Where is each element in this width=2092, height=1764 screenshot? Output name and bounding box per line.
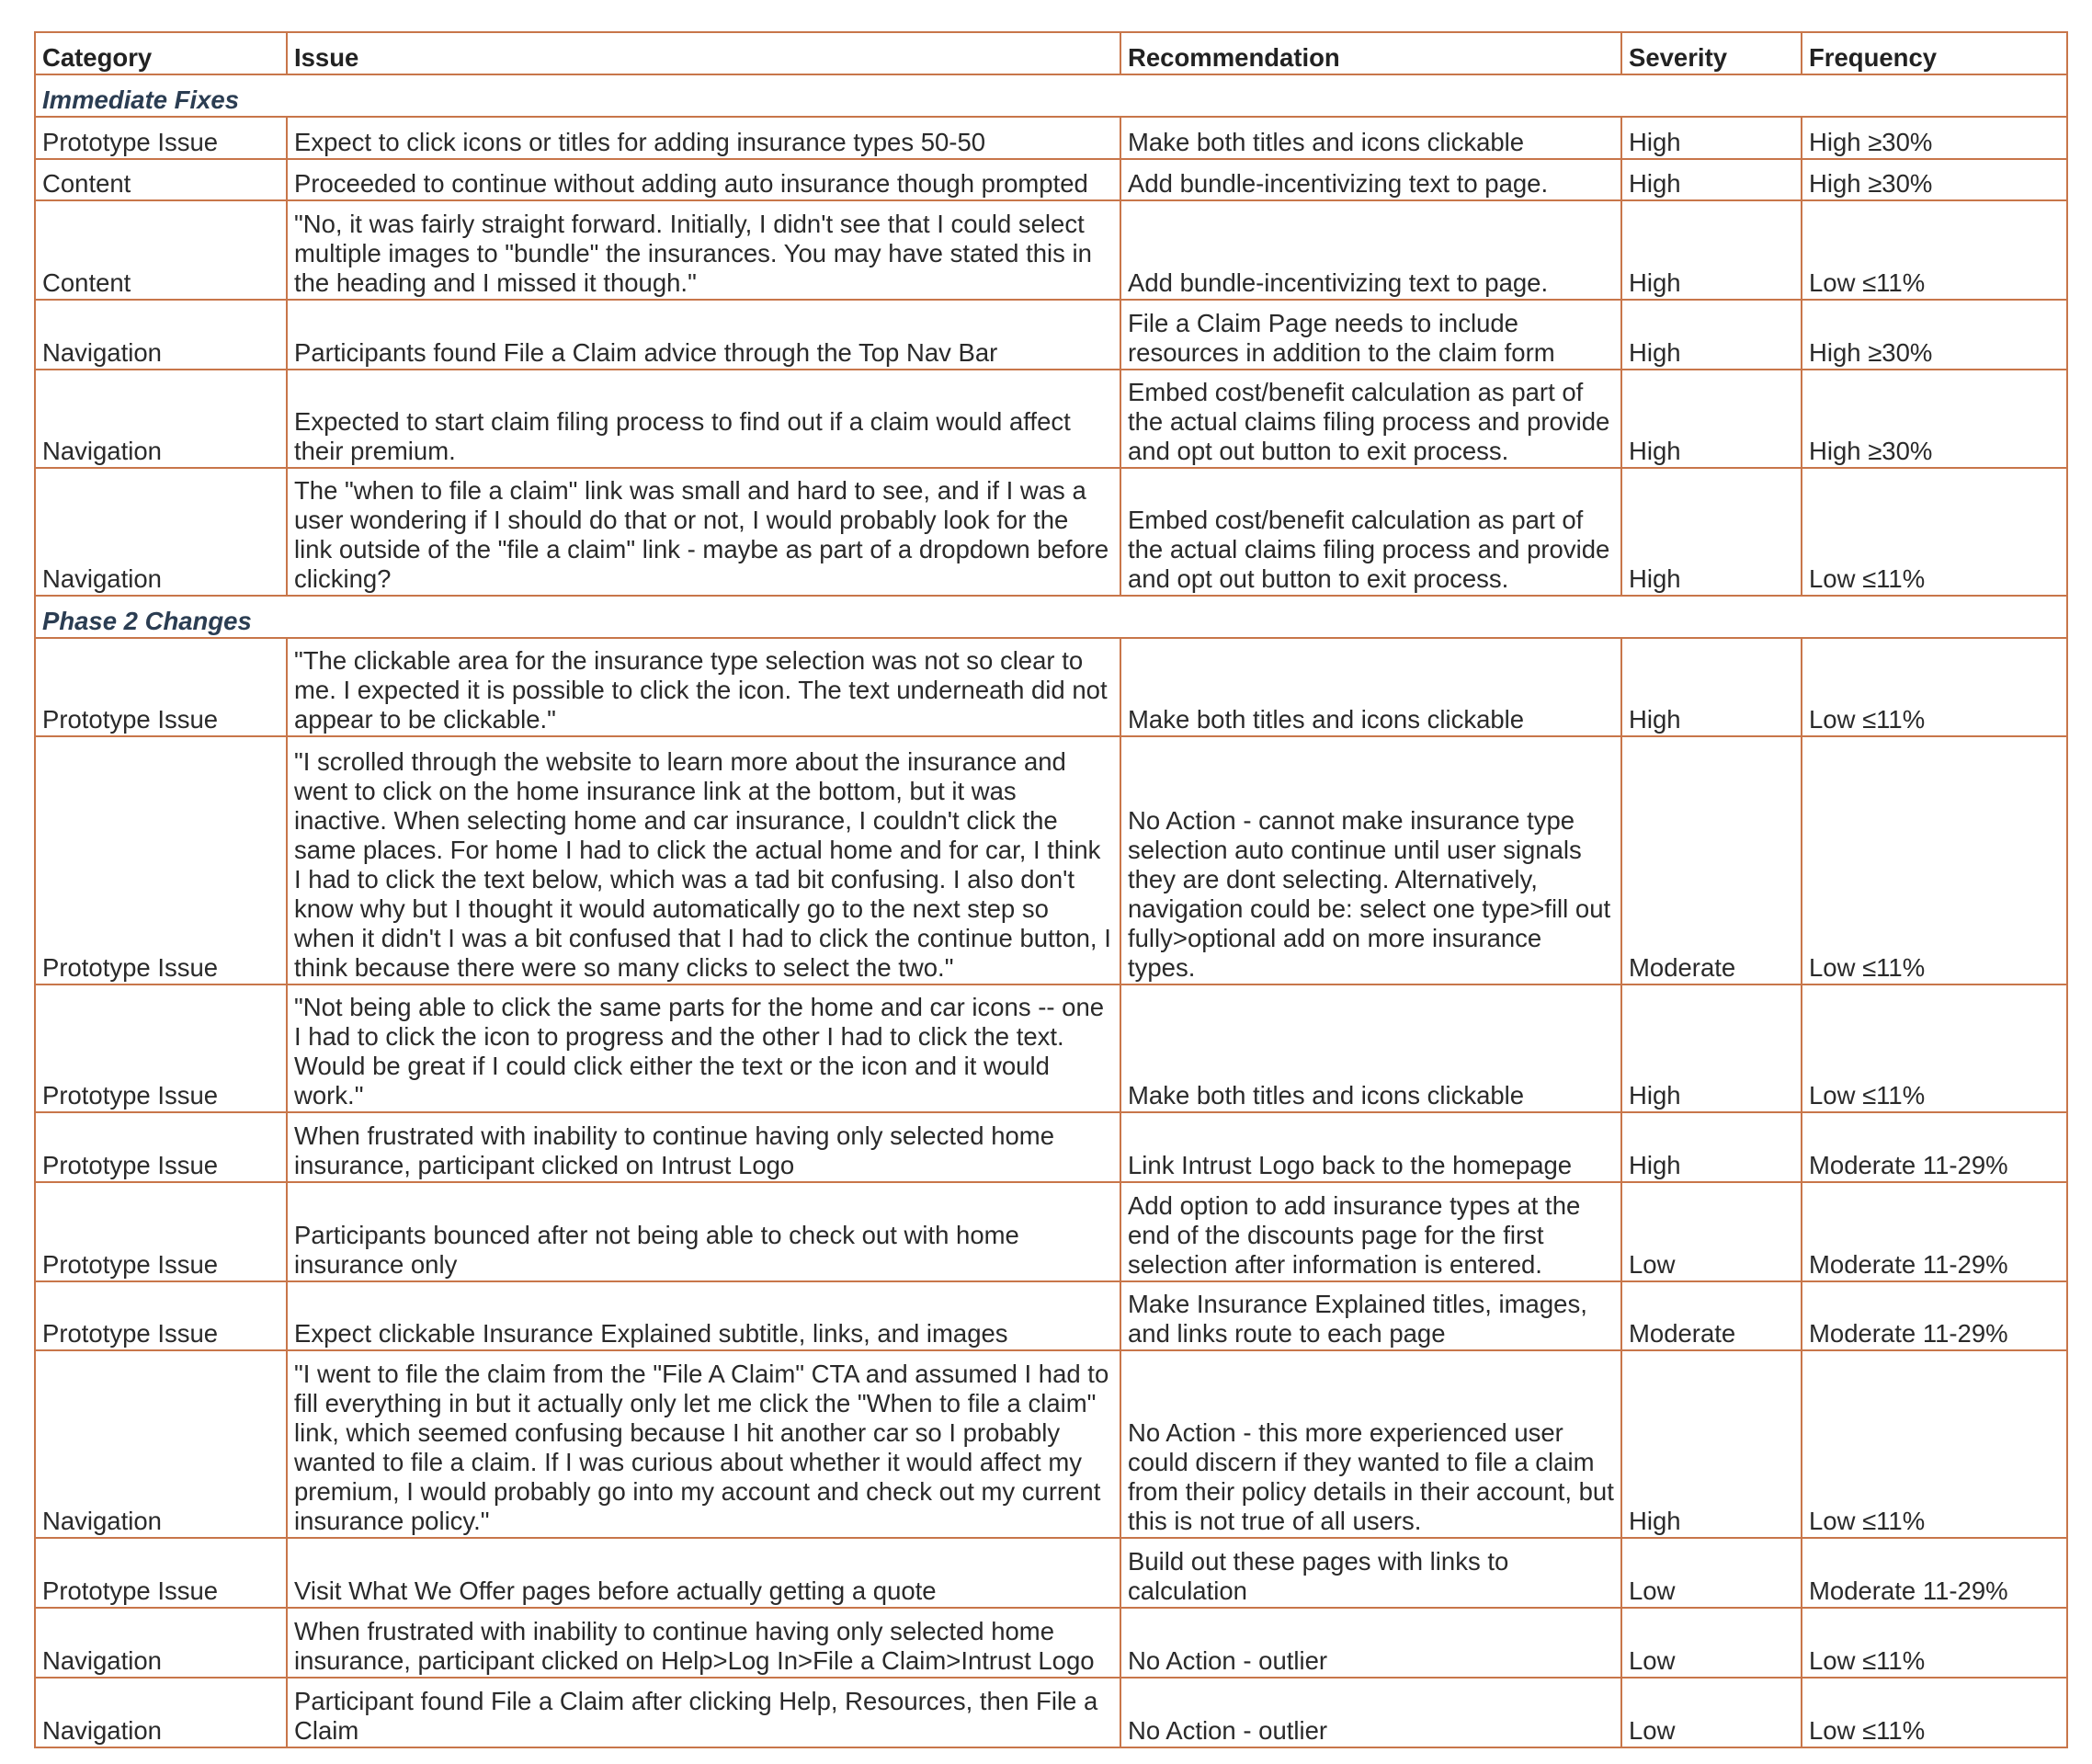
cell-frequency: Low ≤11% (1802, 1608, 2067, 1678)
cell-category: Navigation (35, 1350, 287, 1538)
cell-frequency: Moderate 11-29% (1802, 1281, 2067, 1350)
cell-frequency: Low ≤11% (1802, 468, 2067, 596)
cell-severity: Low (1621, 1608, 1802, 1678)
cell-severity: High (1621, 638, 1802, 736)
table-row (35, 1112, 2067, 1182)
table-row (35, 984, 2067, 1112)
cell-frequency: Low ≤11% (1802, 984, 2067, 1112)
cell-category: Navigation (35, 468, 287, 596)
table-row (35, 1350, 2067, 1538)
cell-issue: "I went to file the claim from the "File A Claim" CTA and assumed I had to fill everything in but it actually only let me click the "When to file a claim" link, which seemed confusing because I hit another car so I probably wanted to file a claim. If I was curious about whether it would affect my premium, I would probably go into my account and check out my current insurance policy." (287, 1350, 1120, 1538)
cell-recommendation: No Action - outlier (1120, 1678, 1621, 1747)
cell-recommendation: Build out these pages with links to calculation (1120, 1538, 1621, 1608)
cell-severity: High (1621, 1350, 1802, 1538)
section-title: Phase 2 Changes (35, 596, 2067, 638)
cell-recommendation: Embed cost/benefit calculation as part of the actual claims filing process and provide and opt out button to exit process. (1120, 468, 1621, 596)
cell-issue: "I scrolled through the website to learn more about the insurance and went to click on the home insurance link at the bottom, but it was inactive. When selecting home and car insurance, I couldn't click the same places. For home I had to click the actual home and for car, I think I had to click the text below, which was a tad bit confusing. I also don't know why but I thought it would automatically go to the next step so when it didn't I was a bit confused that I had to click the continue button, I think because there were so many clicks to select the two." (287, 736, 1120, 984)
cell-category: Prototype Issue (35, 638, 287, 736)
cell-severity: High (1621, 300, 1802, 370)
cell-category: Content (35, 200, 287, 300)
cell-frequency: Moderate 11-29% (1802, 1538, 2067, 1608)
cell-frequency: Low ≤11% (1802, 736, 2067, 984)
cell-category: Navigation (35, 1608, 287, 1678)
cell-issue: Participants bounced after not being able to check out with home insurance only (287, 1182, 1120, 1281)
cell-recommendation: No Action - cannot make insurance type selection auto continue until user signals they are dont selecting. Alternatively, navigation could be: select one type>fill out fully>optional add on more insurance types. (1120, 736, 1621, 984)
cell-frequency: Moderate 11-29% (1802, 1182, 2067, 1281)
table-row (35, 1182, 2067, 1281)
cell-issue: Expect clickable Insurance Explained subtitle, links, and images (287, 1281, 1120, 1350)
table-row (35, 1678, 2067, 1747)
header-severity: Severity (1621, 32, 1802, 74)
cell-frequency: High ≥30% (1802, 370, 2067, 468)
cell-severity: High (1621, 159, 1802, 200)
cell-frequency: High ≥30% (1802, 117, 2067, 159)
cell-frequency: High ≥30% (1802, 300, 2067, 370)
cell-issue: Visit What We Offer pages before actually getting a quote (287, 1538, 1120, 1608)
cell-recommendation: No Action - this more experienced user could discern if they wanted to file a claim from their policy details in their account, but this is not true of all users. (1120, 1350, 1621, 1538)
table-row (35, 370, 2067, 468)
cell-category: Prototype Issue (35, 1538, 287, 1608)
cell-severity: High (1621, 117, 1802, 159)
cell-severity: High (1621, 1112, 1802, 1182)
cell-frequency: Low ≤11% (1802, 200, 2067, 300)
cell-category: Navigation (35, 370, 287, 468)
cell-issue: "The clickable area for the insurance type selection was not so clear to me. I expected it is possible to click the icon. The text underneath did not appear to be clickable." (287, 638, 1120, 736)
header-issue: Issue (287, 32, 1120, 74)
header-recommendation: Recommendation (1120, 32, 1621, 74)
findings-table (34, 31, 2068, 1748)
section-title: Immediate Fixes (35, 74, 2067, 117)
cell-severity: Moderate (1621, 736, 1802, 984)
cell-recommendation: Add option to add insurance types at the end of the discounts page for the first selection after information is entered. (1120, 1182, 1621, 1281)
table-row (35, 736, 2067, 984)
cell-recommendation: Embed cost/benefit calculation as part of the actual claims filing process and provide and opt out button to exit process. (1120, 370, 1621, 468)
table-row (35, 1281, 2067, 1350)
cell-severity: High (1621, 370, 1802, 468)
table-row (35, 1608, 2067, 1678)
cell-severity: Moderate (1621, 1281, 1802, 1350)
cell-issue: When frustrated with inability to continue having only selected home insurance, participant clicked on Intrust Logo (287, 1112, 1120, 1182)
cell-severity: High (1621, 984, 1802, 1112)
table-body (35, 74, 2067, 1747)
header-frequency: Frequency (1802, 32, 2067, 74)
table-row (35, 300, 2067, 370)
cell-category: Prototype Issue (35, 1112, 287, 1182)
cell-recommendation: Make Insurance Explained titles, images, and links route to each page (1120, 1281, 1621, 1350)
cell-category: Content (35, 159, 287, 200)
table-row (35, 159, 2067, 200)
cell-issue: "Not being able to click the same parts for the home and car icons -- one I had to click the icon to progress and the other I had to click the text. Would be great if I could click either the text or the icon and it would work." (287, 984, 1120, 1112)
section-header-phase-2-changes (35, 596, 2067, 638)
cell-severity: High (1621, 468, 1802, 596)
cell-issue: When frustrated with inability to continue having only selected home insurance, participant clicked on Help>Log In>File a Claim>Intrust Logo (287, 1608, 1120, 1678)
cell-issue: Expected to start claim filing process to find out if a claim would affect their premium. (287, 370, 1120, 468)
cell-frequency: Low ≤11% (1802, 638, 2067, 736)
table-row (35, 200, 2067, 300)
table-row (35, 117, 2067, 159)
cell-category: Prototype Issue (35, 117, 287, 159)
cell-category: Navigation (35, 1678, 287, 1747)
cell-recommendation: Make both titles and icons clickable (1120, 638, 1621, 736)
cell-recommendation: Link Intrust Logo back to the homepage (1120, 1112, 1621, 1182)
header-row (35, 32, 2067, 74)
header-category: Category (35, 32, 287, 74)
cell-recommendation: Make both titles and icons clickable (1120, 117, 1621, 159)
cell-recommendation: File a Claim Page needs to include resources in addition to the claim form (1120, 300, 1621, 370)
cell-frequency: Low ≤11% (1802, 1350, 2067, 1538)
cell-issue: Participant found File a Claim after clicking Help, Resources, then File a Claim (287, 1678, 1120, 1747)
table-row (35, 468, 2067, 596)
table-row (35, 1538, 2067, 1608)
cell-severity: Low (1621, 1182, 1802, 1281)
cell-issue: Proceeded to continue without adding auto insurance though prompted (287, 159, 1120, 200)
cell-recommendation: Make both titles and icons clickable (1120, 984, 1621, 1112)
cell-issue: Expect to click icons or titles for adding insurance types 50-50 (287, 117, 1120, 159)
section-header-immediate-fixes (35, 74, 2067, 117)
cell-frequency: High ≥30% (1802, 159, 2067, 200)
cell-issue: The "when to file a claim" link was small and hard to see, and if I was a user wondering if I should do that or not, I would probably look for the link outside of the "file a claim" link - maybe as part of a dropdown before clicking? (287, 468, 1120, 596)
cell-severity: Low (1621, 1538, 1802, 1608)
cell-category: Navigation (35, 300, 287, 370)
cell-frequency: Low ≤11% (1802, 1678, 2067, 1747)
cell-category: Prototype Issue (35, 1182, 287, 1281)
cell-category: Prototype Issue (35, 984, 287, 1112)
table-row (35, 638, 2067, 736)
cell-recommendation: Add bundle-incentivizing text to page. (1120, 159, 1621, 200)
cell-severity: Low (1621, 1678, 1802, 1747)
cell-issue: Participants found File a Claim advice through the Top Nav Bar (287, 300, 1120, 370)
cell-recommendation: Add bundle-incentivizing text to page. (1120, 200, 1621, 300)
cell-recommendation: No Action - outlier (1120, 1608, 1621, 1678)
cell-severity: High (1621, 200, 1802, 300)
cell-frequency: Moderate 11-29% (1802, 1112, 2067, 1182)
cell-category: Prototype Issue (35, 736, 287, 984)
cell-issue: "No, it was fairly straight forward. Initially, I didn't see that I could select multiple images to "bundle" the insurances. You may have stated this in the heading and I missed it though." (287, 200, 1120, 300)
cell-category: Prototype Issue (35, 1281, 287, 1350)
